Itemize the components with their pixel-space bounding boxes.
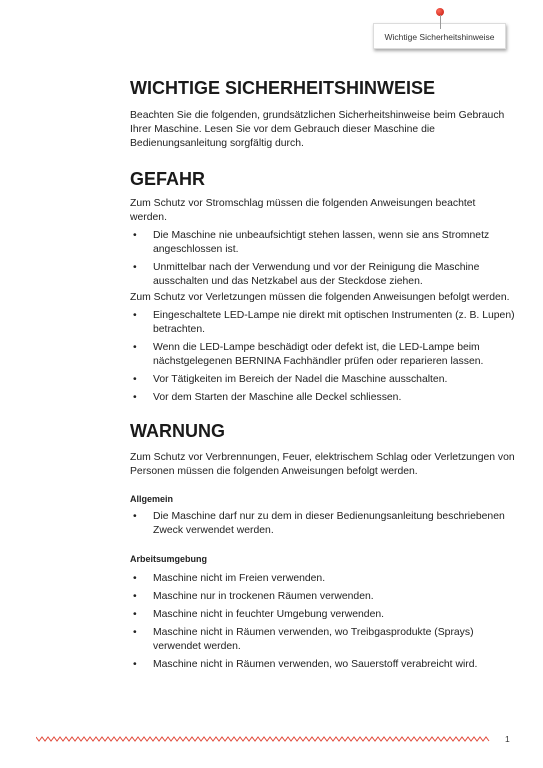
list-item [130, 229, 515, 257]
bullet-icon: • [133, 511, 137, 522]
list-item [130, 626, 515, 654]
list-item-text: Maschine nicht im Freien verwenden. [153, 573, 326, 584]
list-item [130, 510, 515, 538]
list-item-text: Eingeschaltete LED-Lampe nie direkt mit optischen Instrumenten (z. B. Lupen) betrachten. [153, 310, 515, 335]
list-item [130, 261, 515, 289]
bullet-icon: • [133, 659, 137, 670]
list-item [130, 373, 515, 387]
bullet-icon: • [133, 591, 137, 602]
bullet-icon: • [133, 392, 137, 403]
list-item [130, 608, 515, 622]
list-item [130, 309, 515, 337]
bullet-icon: • [133, 310, 137, 321]
allgemein-list [130, 510, 515, 538]
bullet-icon: • [133, 573, 137, 584]
list-item-text: Vor Tätigkeiten im Bereich der Nadel die Maschine ausschalten. [153, 374, 448, 385]
list-item [130, 658, 515, 672]
bullet-icon: • [133, 627, 137, 638]
list-item-text: Die Maschine darf nur zu dem in dieser Bedienungsanleitung beschriebenen Zweck verwendet werden. [153, 511, 505, 536]
section-heading-gefahr: GEFAHR [130, 169, 206, 189]
gefahr-list-2 [130, 309, 515, 405]
list-item-text: Maschine nicht in Räumen verwenden, wo Sauerstoff verabreicht wird. [153, 659, 478, 670]
gefahr-list-1 [130, 229, 515, 289]
list-item-text: Die Maschine nie unbeaufsichtigt stehen lassen, wenn sie ans Stromnetz angeschlossen ist. [153, 230, 490, 255]
list-item [130, 341, 515, 369]
bullet-icon: • [133, 609, 137, 620]
list-item-text: Unmittelbar nach der Verwendung und vor der Reinigung die Maschine ausschalten und das Netzkabel aus der Steckdose ziehen. [153, 262, 480, 287]
bullet-icon: • [133, 230, 137, 241]
list-item-text: Vor dem Starten der Maschine alle Deckel schliessen. [153, 392, 402, 403]
gefahr-paragraph-2: Zum Schutz vor Verletzungen müssen die folgenden Anweisungen befolgt werden. [130, 292, 510, 303]
list-item [130, 391, 515, 405]
page-number: 1 [505, 734, 510, 744]
header-tab-label: Wichtige Sicherheitshinweise [384, 32, 495, 42]
bullet-icon: • [133, 374, 137, 385]
page-title: WICHTIGE SICHERHEITSHINWEISE [130, 78, 436, 98]
list-item-text: Maschine nicht in Räumen verwenden, wo Treibgasprodukte (Sprays) verwendet werden. [153, 627, 474, 652]
footer-zigzag-line [36, 735, 490, 743]
page-content [130, 76, 515, 672]
warnung-paragraph: Zum Schutz vor Verbrennungen, Feuer, elektrischem Schlag oder Verletzungen von Personen müssen die folgenden Anweisungen befolgt werden. [130, 452, 515, 477]
gefahr-paragraph-1: Zum Schutz vor Stromschlag müssen die folgenden Anweisungen beachtet werden. [130, 198, 476, 223]
list-item-text: Wenn die LED-Lampe beschädigt oder defekt ist, die LED-Lampe beim nächstgelegenen BERNINA Fachhändler prüfen oder reparieren lassen. [153, 342, 484, 367]
bullet-icon: • [133, 342, 137, 353]
list-item [130, 590, 515, 604]
list-item-text: Maschine nur in trockenen Räumen verwenden. [153, 591, 374, 602]
pushpin-icon [436, 8, 444, 30]
list-item [130, 572, 515, 586]
arbeitsumgebung-list [130, 572, 515, 672]
intro-paragraph: Beachten Sie die folgenden, grundsätzlichen Sicherheitshinweise beim Gebrauch Ihrer Maschine. Lesen Sie vor dem Gebrauch dieser Maschine die Bedienungsanleitung sorgfältig durch. [130, 110, 505, 149]
subheading-allgemein: Allgemein [130, 494, 174, 504]
subheading-arbeitsumgebung: Arbeitsumgebung [130, 554, 208, 564]
bullet-icon: • [133, 262, 137, 273]
list-item-text: Maschine nicht in feuchter Umgebung verwenden. [153, 609, 385, 620]
section-heading-warnung: WARNUNG [130, 421, 225, 441]
